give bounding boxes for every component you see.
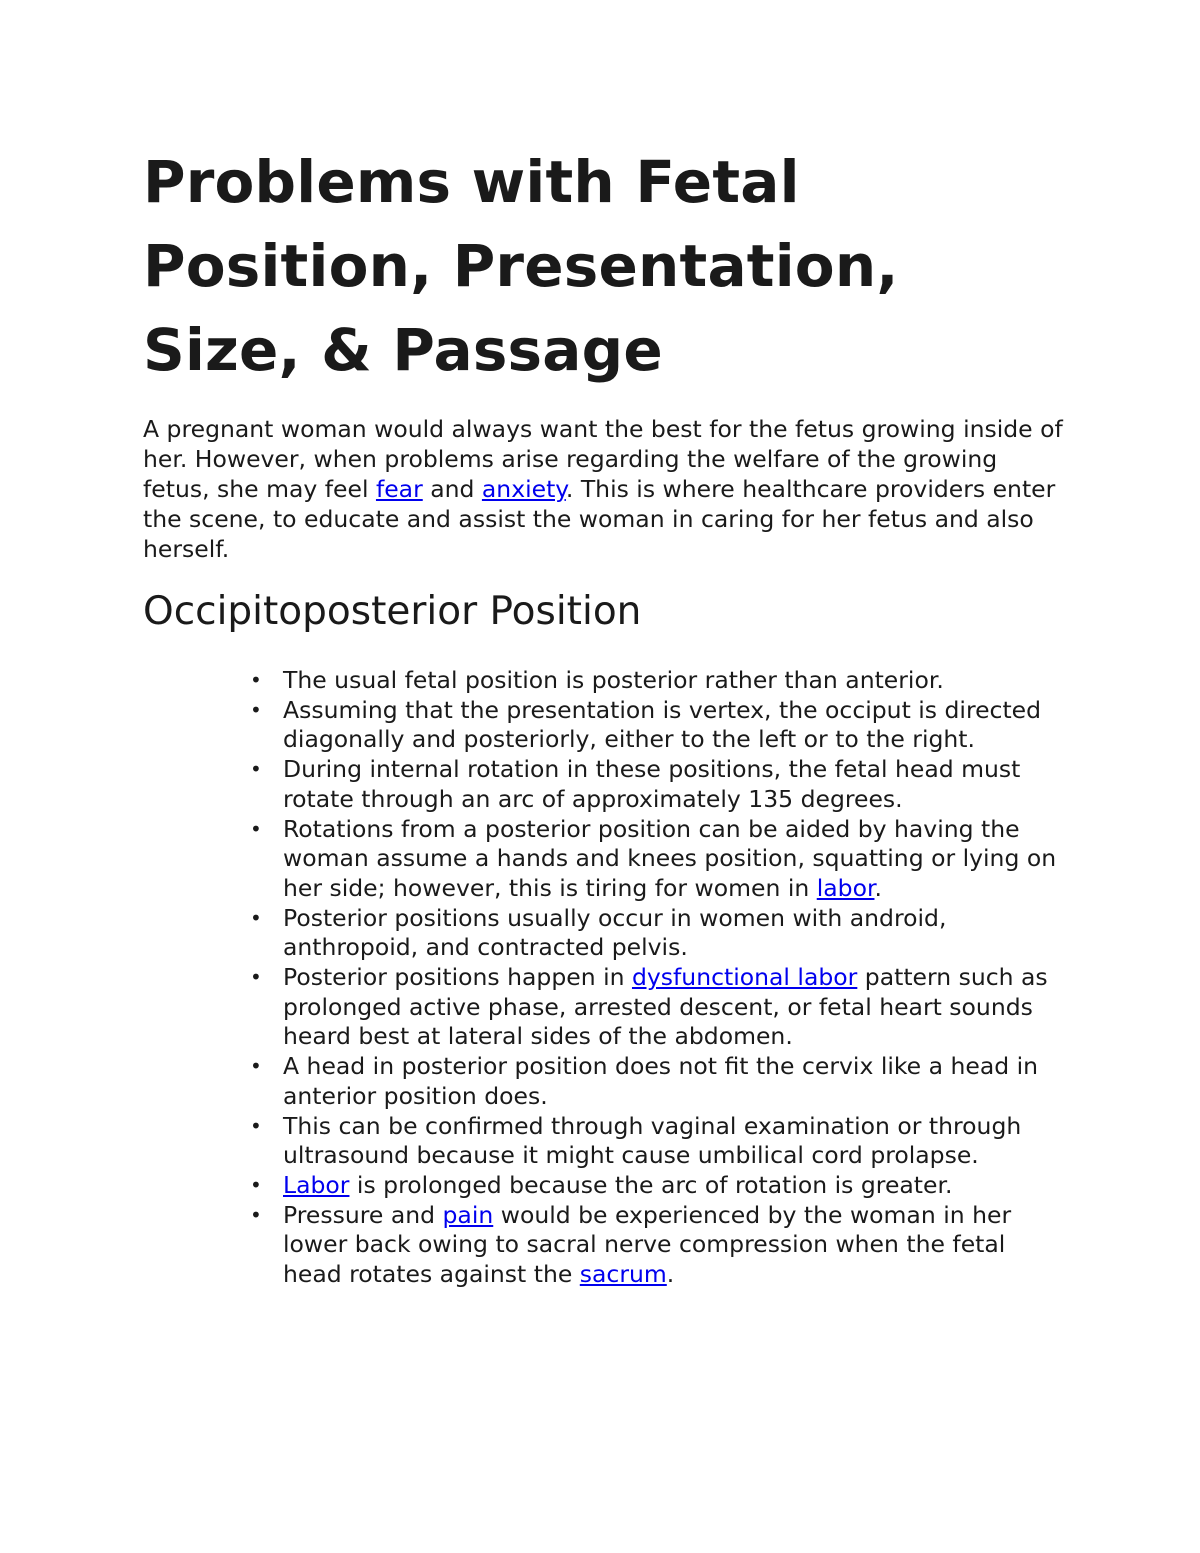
intro-text: . This is where healthcare providers enter the scene, to educate and assist the woman in caring for her fetus and also herself. [143,475,1056,563]
list-item [250,1052,1063,1111]
intro-text: A pregnant woman would always want the best for the fetus growing inside of her. However, when problems arise regarding the welfare of the growing fetus, she may feel [143,415,1063,503]
list-item [250,903,1063,963]
list-item-text: would be experienced by the woman in her lower back owing to sacral nerve compression when the fetal head rotates against the [283,1200,1012,1289]
bullet-icon: • [250,1054,262,1079]
document-page [143,140,1063,1290]
link-labor-2[interactable]: Labor [283,1170,350,1199]
link-fear[interactable]: fear [375,475,423,503]
link-labor[interactable]: labor [816,873,875,902]
list-item-text: This can be confirmed through vaginal examination or through ultrasound because it might cause umbilical cord prolapse. [283,1111,1022,1170]
list-item [250,963,1063,1052]
link-sacrum[interactable]: sacrum [579,1260,667,1289]
list-item-text: Pressure and [283,1200,443,1229]
list-item-text: Posterior positions happen in [283,963,632,992]
section-heading: Occipitoposterior Position [143,589,642,634]
list-item [250,695,1063,755]
list-item-text: pattern such as prolonged active phase, arrested descent, or fetal heart sounds heard best at lateral sides of the abdomen. [283,963,1048,1051]
list-item-text: During internal rotation in these positions, the fetal head must rotate through an arc of approximately 135 degrees. [283,755,1021,813]
list-item [250,814,1063,904]
list-item-text: . [666,1260,675,1289]
bullet-list [143,666,1063,1290]
list-item-text: Rotations from a posterior position can be aided by having the woman assume a hands and knees position, squatting or lying on her side; however, this is tiring for women in [283,814,1057,902]
bullet-icon: • [250,816,262,841]
bullet-icon: • [250,1113,262,1138]
list-item-text: . [874,873,882,902]
list-item [250,1200,1063,1290]
link-dysfunctional-labor[interactable]: dysfunctional labor [631,963,858,992]
bullet-icon: • [250,905,262,930]
link-pain[interactable]: pain [442,1200,494,1229]
bullet-icon: • [250,757,262,782]
bullet-icon: • [250,697,262,722]
list-item-text: The usual fetal position is posterior rather than anterior. [283,666,944,694]
intro-paragraph [143,414,1063,564]
bullet-icon: • [250,965,262,990]
list-item-text: A head in posterior position does not fit the cervix like a head in anterior position does. [283,1052,1039,1110]
bullet-icon: • [250,1172,262,1197]
list-item [250,1170,1063,1201]
link-anxiety[interactable]: anxiety [481,475,566,503]
list-item [250,1111,1063,1171]
intro-text: and [422,475,482,503]
bullet-icon: • [250,1202,262,1227]
bullet-icon: • [250,668,262,692]
list-item-text: is prolonged because the arc of rotation is greater. [349,1170,953,1199]
list-item [250,755,1063,814]
list-item-text: Assuming that the presentation is vertex, the occiput is directed diagonally and posteriorly, either to the left or to the right. [283,695,1042,754]
list-item-text: Posterior positions usually occur in women with android, anthropoid, and contracted pelvis. [283,903,947,962]
page-title: Problems with Fetal Position, Presentation, Size, & Passage [143,148,899,384]
list-item [250,666,1063,696]
